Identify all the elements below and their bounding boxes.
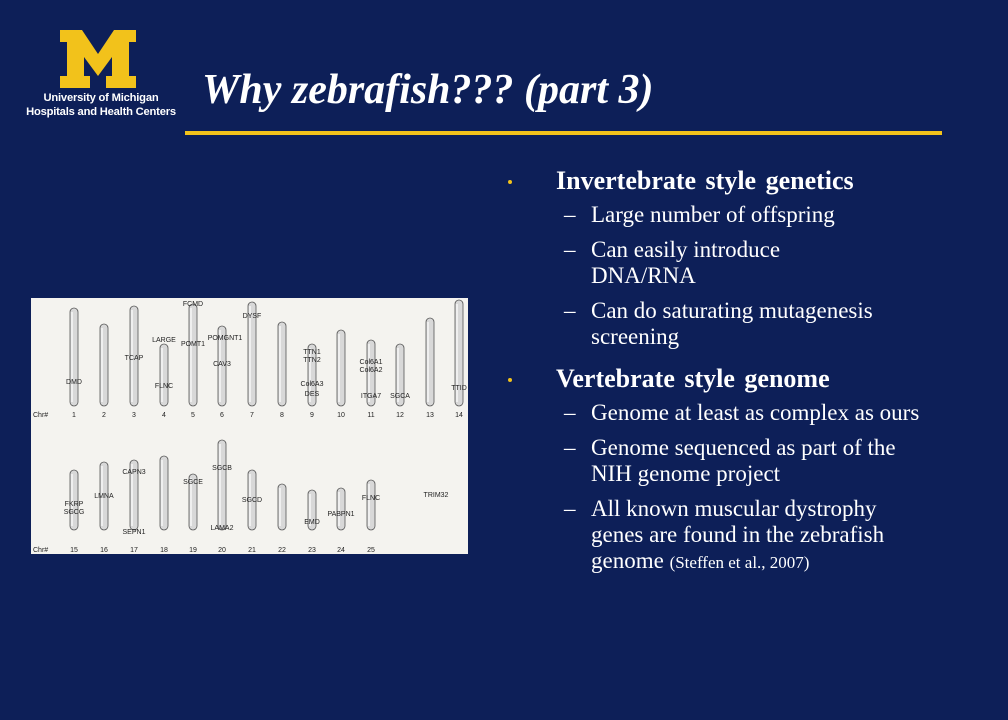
gene-label: PABPN1: [327, 511, 355, 518]
chromosome-number: 23: [308, 547, 316, 554]
bullet-list: [508, 166, 948, 576]
chromosome-number: 10: [337, 412, 345, 419]
gene-label: POMGNT1: [207, 335, 243, 342]
gene-label: SGCB: [212, 465, 232, 472]
bullet-vertebrate: [508, 364, 948, 394]
chromosome-number: 3: [132, 412, 136, 419]
gene-label: LMNA: [94, 493, 114, 500]
chromosome-bar: [218, 440, 226, 530]
gene-label: POMT1: [180, 341, 206, 348]
gene-label: LAMA2: [210, 525, 234, 532]
chromosome-figure: [31, 298, 468, 554]
logo-line-1: University of Michigan: [43, 92, 159, 104]
bullet-dot: [508, 180, 512, 184]
row-label: Chr#: [33, 412, 49, 419]
chromosome-number: 22: [278, 547, 286, 554]
chromosome-bar: [337, 330, 345, 406]
chromosome-number: 20: [218, 547, 226, 554]
sub-bullet: – Can easily introduce DNA/RNA: [564, 237, 948, 289]
chromosome-number: 17: [130, 547, 138, 554]
chromosome-bar: [337, 488, 345, 530]
gene-label: TTID: [451, 385, 467, 392]
gene-label: DYSF: [242, 313, 262, 320]
gene-label: TCAP: [124, 355, 144, 362]
sub-bullet: – Genome at least as complex as ours: [564, 400, 948, 426]
gene-label: FCMD: [182, 301, 204, 308]
chromosome-map: [31, 298, 468, 554]
chromosome-number: 8: [280, 412, 284, 419]
sub-bullet-text: Can do saturating mutagenesis screening: [591, 298, 873, 349]
gene-label: SEPN1: [122, 529, 146, 536]
chromosome-bar: [278, 322, 286, 406]
block-m-icon: [60, 30, 136, 88]
citation: (Steffen et al., 2007): [669, 553, 810, 572]
chromosome-number: 16: [100, 547, 108, 554]
chromosome-number: 6: [220, 412, 224, 419]
chromosome-bar: [426, 318, 434, 406]
chromosome-number: 11: [367, 412, 375, 419]
logo-line-2: Hospitals and Health Centers: [26, 106, 176, 118]
bullet-heading: Invertebrate style genetics: [556, 166, 854, 195]
gene-label: Col6A1: [359, 359, 383, 366]
gene-label: EMD: [304, 519, 320, 526]
chromosome-number: 24: [337, 547, 345, 554]
gene-label: LARGE: [152, 337, 176, 344]
gene-label: FKRP: [64, 501, 84, 508]
gene-label: SGCD: [241, 497, 263, 504]
gene-label: FLNC: [361, 495, 381, 502]
chromosome-number: 19: [189, 547, 197, 554]
university-logo: [22, 28, 180, 120]
gene-label: DES: [304, 391, 320, 398]
gene-label: SGCA: [390, 393, 410, 400]
bullet-dot: [508, 378, 512, 382]
chromosome-number: 18: [160, 547, 168, 554]
gene-label: TTN2: [303, 357, 321, 364]
chromosome-bar: [100, 324, 108, 406]
gene-label: CAPN3: [122, 469, 146, 476]
chromosome-bar: [160, 456, 168, 530]
chromosome-number: 15: [70, 547, 78, 554]
gene-label: Col6A2: [359, 367, 383, 374]
sub-bullet: – Large number of offspring: [564, 202, 948, 228]
title-underline: [185, 131, 942, 135]
sub-bullet-text: Can easily introduce DNA/RNA: [591, 237, 781, 288]
chromosome-number: 7: [250, 412, 254, 419]
gene-label: SGCE: [183, 479, 203, 486]
sub-bullet-text: All known muscular dystrophy genes are found in the zebrafish genome: [591, 496, 885, 573]
chromosome-number: 1: [72, 412, 76, 419]
chromosome-number: 13: [426, 412, 434, 419]
gene-label: DMD: [66, 379, 82, 386]
chromosome-number: 14: [455, 412, 463, 419]
sub-bullet-text: Genome sequenced as part of the NIH genome project: [591, 435, 896, 486]
gene-label: ITGA7: [360, 393, 382, 400]
gene-label: TRIM32: [423, 492, 449, 499]
chromosome-number: 25: [367, 547, 375, 554]
chromosome-number: 5: [191, 412, 195, 419]
chromosome-bar: [189, 304, 197, 406]
row-label: Chr#: [33, 547, 49, 554]
sub-bullet: – All known muscular dystrophy genes are found in the zebrafish genome (Steffen et al., 2007): [564, 496, 885, 573]
chromosome-bar: [278, 484, 286, 530]
sub-bullet: – Can do saturating mutagenesis screening: [564, 298, 948, 350]
gene-label: SGCG: [63, 509, 85, 516]
chromosome-number: 2: [102, 412, 106, 419]
chromosome-bar: [367, 480, 375, 530]
gene-label: Col6A3: [300, 381, 324, 388]
sub-bullet-text: Genome at least as complex as ours: [591, 400, 920, 425]
chromosome-bar: [70, 308, 78, 406]
chromosome-bar: [70, 470, 78, 530]
gene-label: CAV3: [213, 361, 231, 368]
chromosome-number: 21: [248, 547, 256, 554]
chromosome-number: 12: [396, 412, 404, 419]
chromosome-number: 9: [310, 412, 314, 419]
gene-label: TTN1: [303, 349, 321, 356]
sub-bullet: – Genome sequenced as part of the NIH genome project: [564, 435, 948, 487]
sub-bullet-text: Large number of offspring: [591, 202, 835, 227]
slide-title: Why zebrafish??? (part 3): [202, 67, 654, 113]
chromosome-bar: [160, 344, 168, 406]
bullet-heading: Vertebrate style genome: [556, 364, 830, 393]
gene-label: FLNC: [154, 383, 174, 390]
bullet-invertebrate: [508, 166, 948, 196]
chromosome-number: 4: [162, 412, 166, 419]
